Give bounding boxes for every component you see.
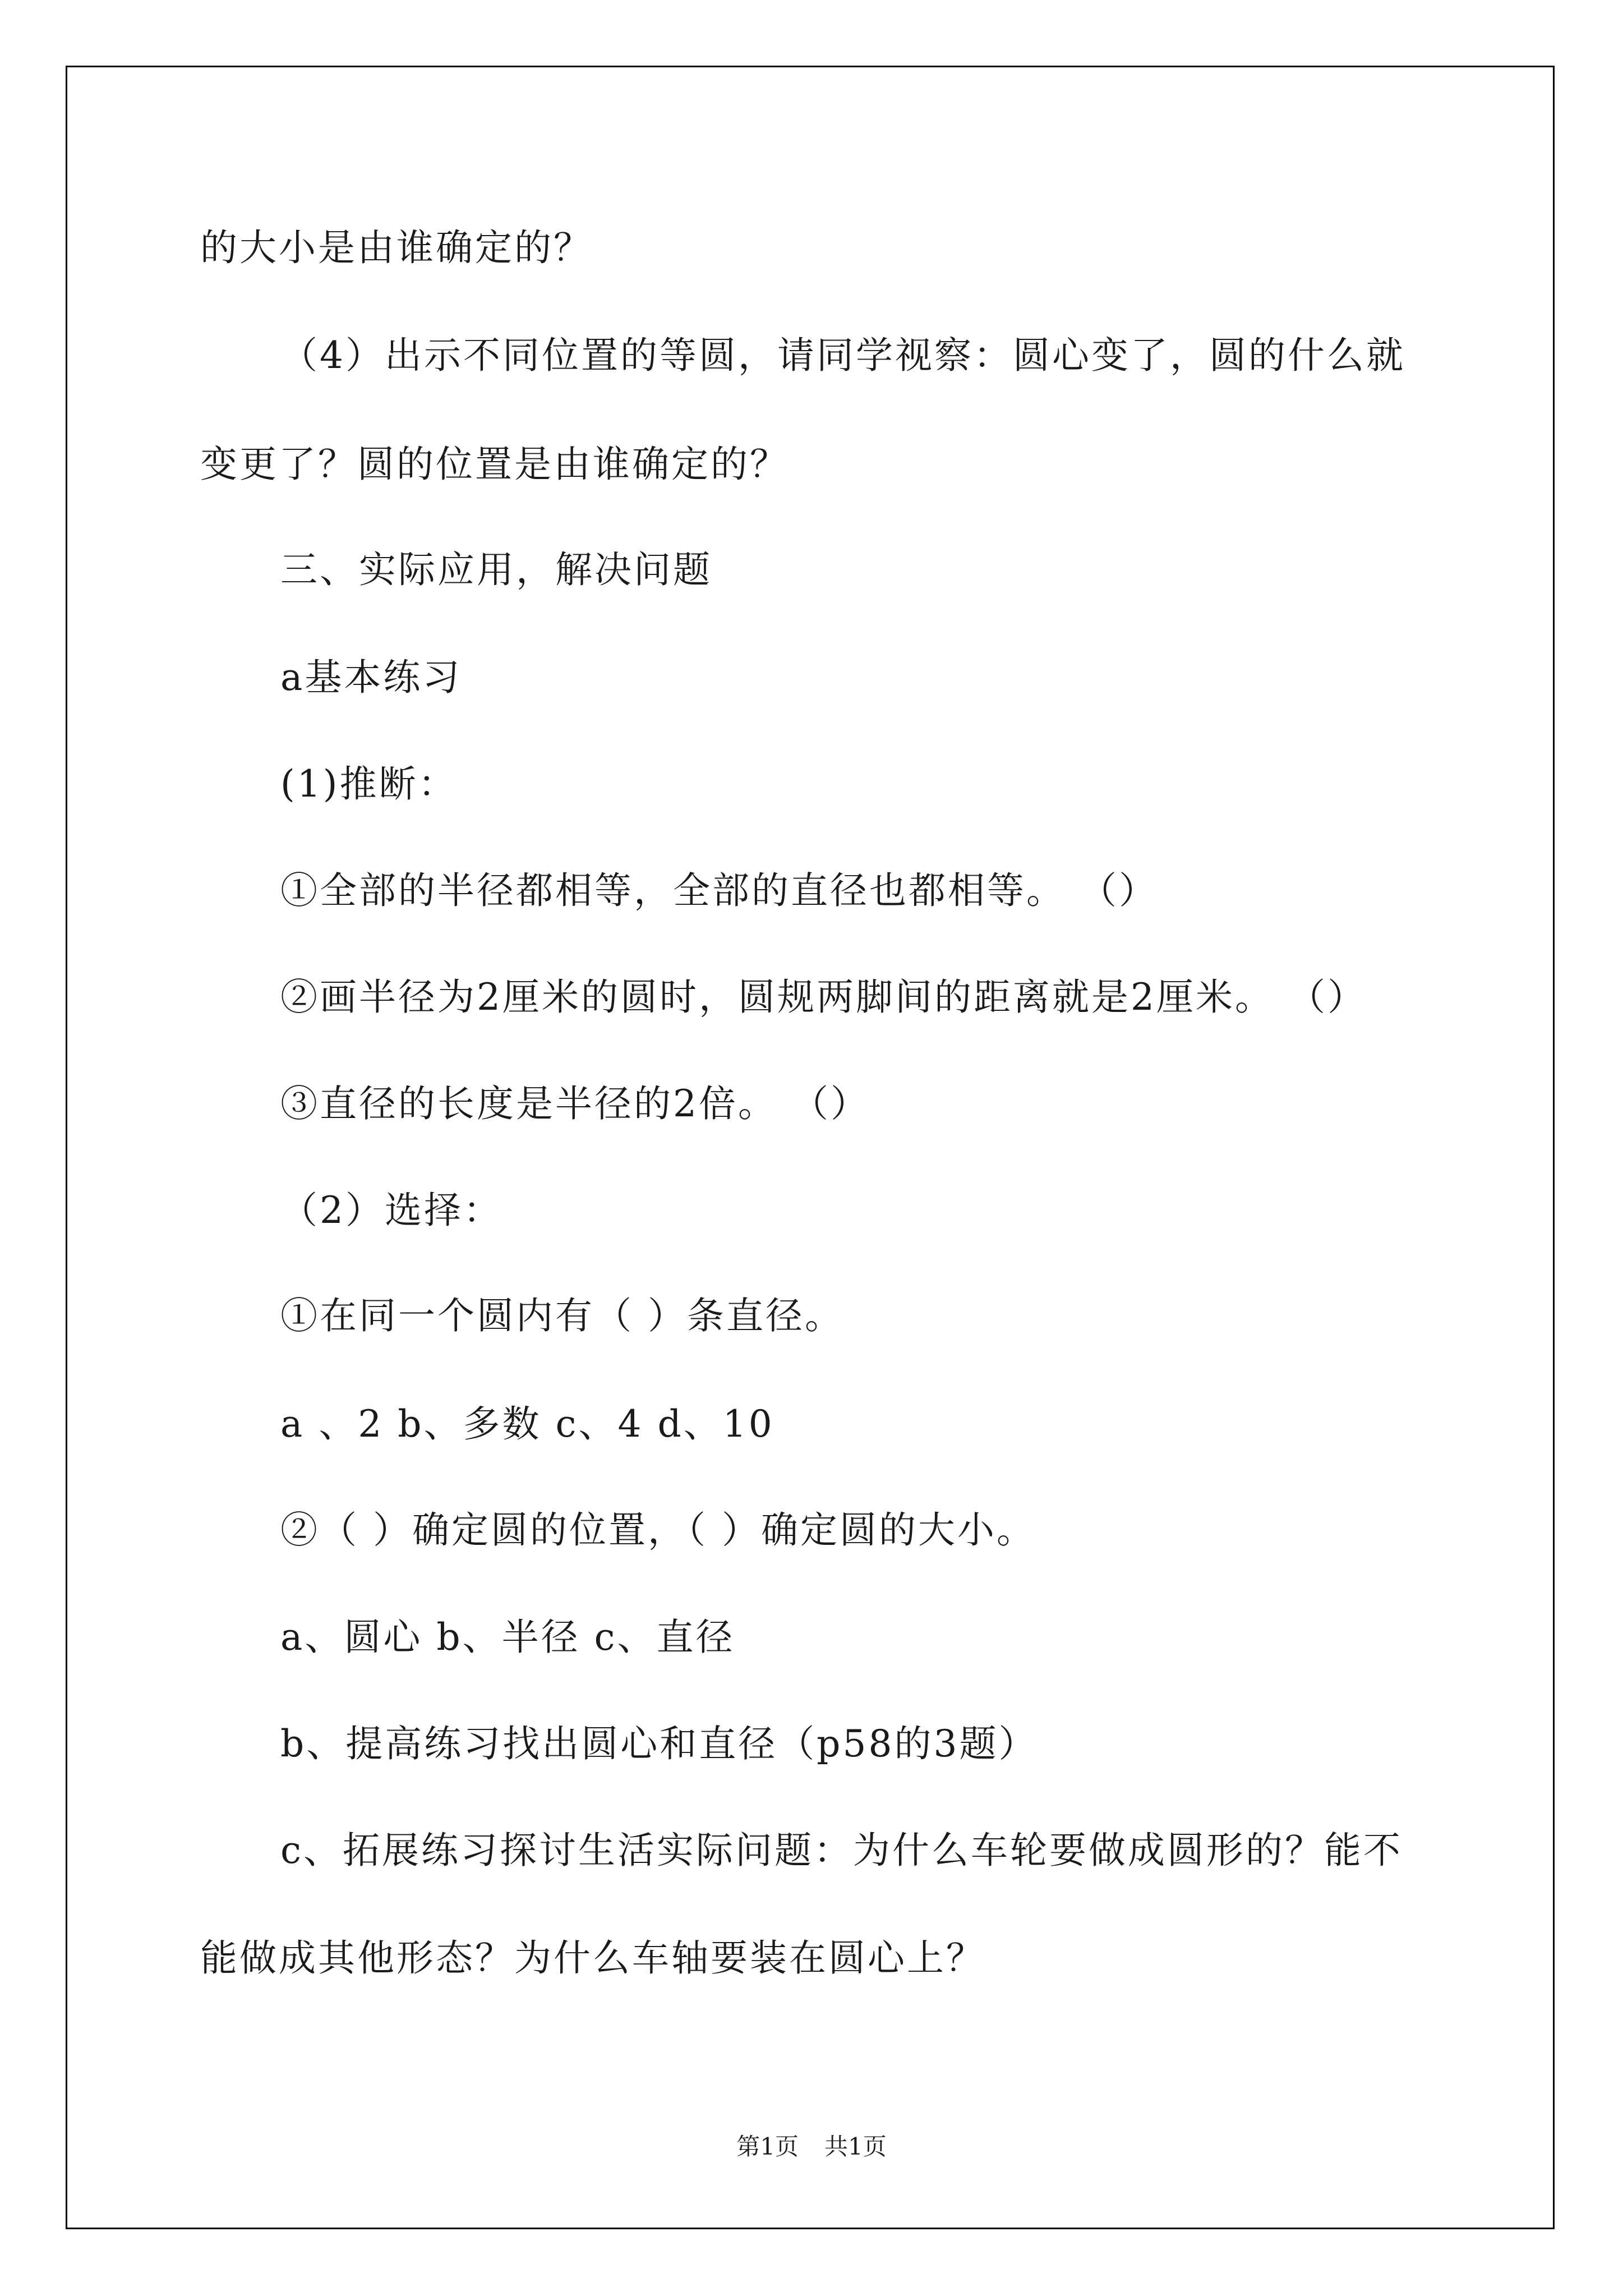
page-number: 第1页 <box>736 2133 799 2160</box>
text-line: 变更了？圆的位置是由谁确定的？ <box>200 443 789 486</box>
text-line: （4）出示不同位置的等圆，请同学视察：圆心变了，圆的什么就 <box>280 334 1405 377</box>
text-line: a 、2 b、多数 c、4 d、10 <box>280 1402 774 1446</box>
text-line: 的大小是由谁确定的？ <box>200 226 593 269</box>
page-border <box>66 66 1555 2229</box>
text-line: b、提高练习找出圆心和直径（p58的3题） <box>280 1722 1038 1765</box>
subsection-heading: a基本练习 <box>280 656 462 699</box>
text-line: ①在同一个圆内有（ ）条直径。 <box>280 1294 844 1337</box>
text-line: (1)推断： <box>280 762 458 806</box>
page-footer <box>0 2135 1623 2159</box>
text-line: ①全部的半径都相等，全部的直径也都相等。 （） <box>280 869 1158 912</box>
text-line: c、拓展练习探讨生活实际问题：为什么车轮要做成圆形的？能不 <box>280 1829 1403 1872</box>
text-line: （2）选择： <box>280 1189 502 1232</box>
text-line: 能做成其他形态？为什么车轴要装在圆心上？ <box>200 1936 985 1980</box>
page-total: 共1页 <box>824 2133 887 2160</box>
section-heading: 三、实际应用，解决问题 <box>280 548 712 591</box>
text-line: a、圆心 b、半径 c、直径 <box>280 1616 735 1659</box>
text-line: ③直径的长度是半径的2倍。 （） <box>280 1082 870 1125</box>
text-line: ②（ ）确定圆的位置，（ ）确定圆的大小。 <box>280 1508 1036 1552</box>
text-line: ②画半径为2厘米的圆时，圆规两脚间的距离就是2厘米。 （） <box>280 976 1367 1019</box>
